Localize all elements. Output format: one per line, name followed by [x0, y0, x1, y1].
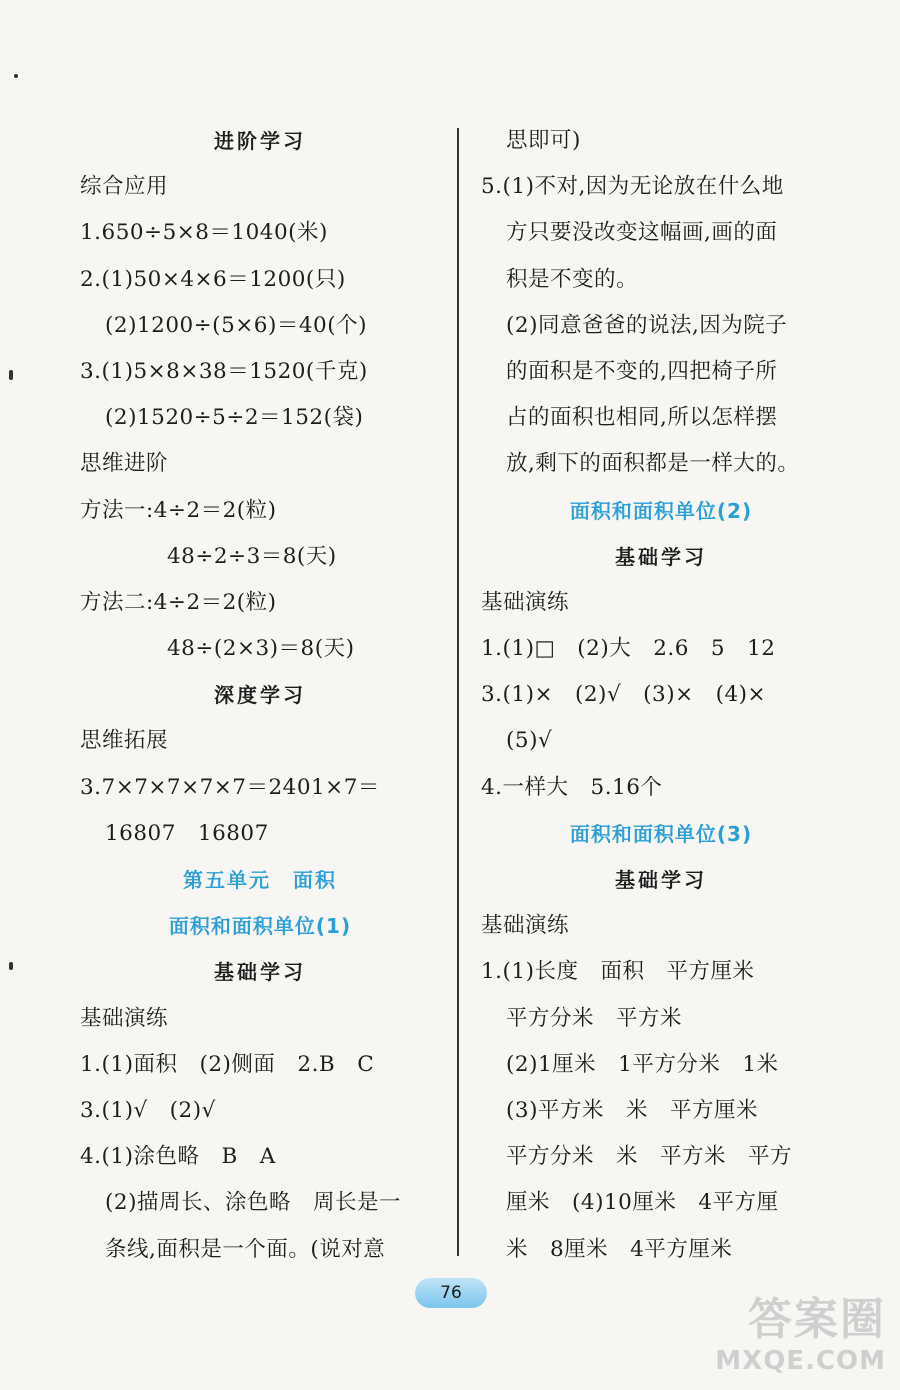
answer-line: (3)平方米 米 平方厘米 [506, 1097, 758, 1123]
lesson-title: 面积和面积单位(1) [168, 914, 352, 939]
answer-line: 方法二:4÷2＝2(粒) [80, 589, 277, 615]
answer-line: (2)1200÷(5×6)＝40(个) [105, 312, 367, 338]
answer-line: 2.(1)50×4×6＝1200(只) [80, 266, 346, 292]
answer-line: 思即可) [506, 128, 581, 153]
answer-line: 3.(1)× (2)√ (3)× (4)× [481, 682, 767, 708]
answer-line: 米 8厘米 4平方厘米 [506, 1236, 733, 1262]
section-heading: 基础学习 [615, 868, 707, 892]
answer-line: 4.一样大 5.16个 [481, 774, 663, 800]
left-column [80, 118, 440, 1273]
right-column [481, 118, 841, 1273]
page-number: 76 [415, 1278, 487, 1308]
answer-line: (2)1520÷5÷2＝152(袋) [105, 405, 364, 431]
section-heading: 基础学习 [615, 544, 707, 569]
answer-line: 厘米 (4)10厘米 4平方厘 [506, 1190, 779, 1216]
unit-title: 第五单元 面积 [183, 868, 337, 892]
answer-line: 思维进阶 [80, 451, 169, 477]
lesson-title: 面积和面积单位(2) [569, 498, 753, 523]
answer-line: 1.(1)面积 (2)侧面 2.B C [80, 1051, 375, 1077]
section-heading: 深度学习 [214, 683, 306, 708]
answer-line: 3.(1)5×8×38＝1520(千克) [80, 358, 368, 384]
scan-speck [9, 370, 13, 380]
answer-line: 48÷2÷3＝8(天) [167, 543, 337, 569]
answer-line: 平方分米 米 平方米 平方 [506, 1144, 793, 1170]
answer-line: 的面积是不变的,四把椅子所 [506, 358, 778, 384]
answer-line: 方只要没改变这幅画,画的面 [506, 220, 778, 246]
answer-line: 3.(1)√ (2)√ [80, 1097, 216, 1123]
answer-line: 思维拓展 [80, 728, 169, 754]
section-heading: 基础学习 [214, 960, 306, 985]
scan-speck [14, 74, 18, 78]
answer-line: 平方分米 平方米 [506, 1005, 683, 1031]
site-watermark [686, 1294, 886, 1378]
answer-line: 5.(1)不对,因为无论放在什么地 [481, 174, 784, 200]
answer-line: 48÷(2×3)＝8(天) [167, 636, 355, 662]
answer-line: 1.(1)长度 面积 平方厘米 [481, 959, 755, 985]
answer-line: (2)1厘米 1平方分米 1米 [506, 1051, 779, 1077]
column-divider [457, 128, 459, 1256]
section-heading: 进阶学习 [214, 129, 306, 153]
answer-line: 基础演练 [80, 1005, 169, 1031]
answer-line: 4.(1)涂色略 B A [80, 1144, 276, 1170]
answer-line: 1.650÷5×8＝1040(米) [80, 220, 328, 246]
answer-line: (2)描周长、涂色略 周长是一 [105, 1190, 401, 1216]
watermark-url: MXQE.COM [715, 1346, 886, 1376]
answer-line: 基础演练 [481, 589, 570, 615]
answer-line: 条线,面积是一个面。(说对意 [105, 1236, 386, 1262]
answer-line: 方法一:4÷2＝2(粒) [80, 497, 277, 523]
answer-line: 3.7×7×7×7×7＝2401×7＝ [80, 774, 380, 800]
answer-line: (2)同意爸爸的说法,因为院子 [506, 312, 788, 338]
answer-line: 积是不变的。 [506, 266, 639, 292]
answer-line: 放,剩下的面积都是一样大的。 [506, 451, 800, 477]
answer-line: 1.(1)□ (2)大 2.6 5 12 [481, 636, 776, 662]
scan-speck [9, 962, 13, 970]
answer-line: (5)√ [506, 728, 553, 754]
lesson-title: 面积和面积单位(3) [569, 821, 753, 846]
answer-line: 占的面积也相同,所以怎样摆 [506, 405, 778, 431]
answer-line: 综合应用 [80, 174, 169, 200]
watermark-logo-text: 答案圈 [748, 1294, 886, 1345]
answer-line: 基础演练 [481, 913, 570, 939]
answer-line: 16807 16807 [105, 820, 269, 846]
